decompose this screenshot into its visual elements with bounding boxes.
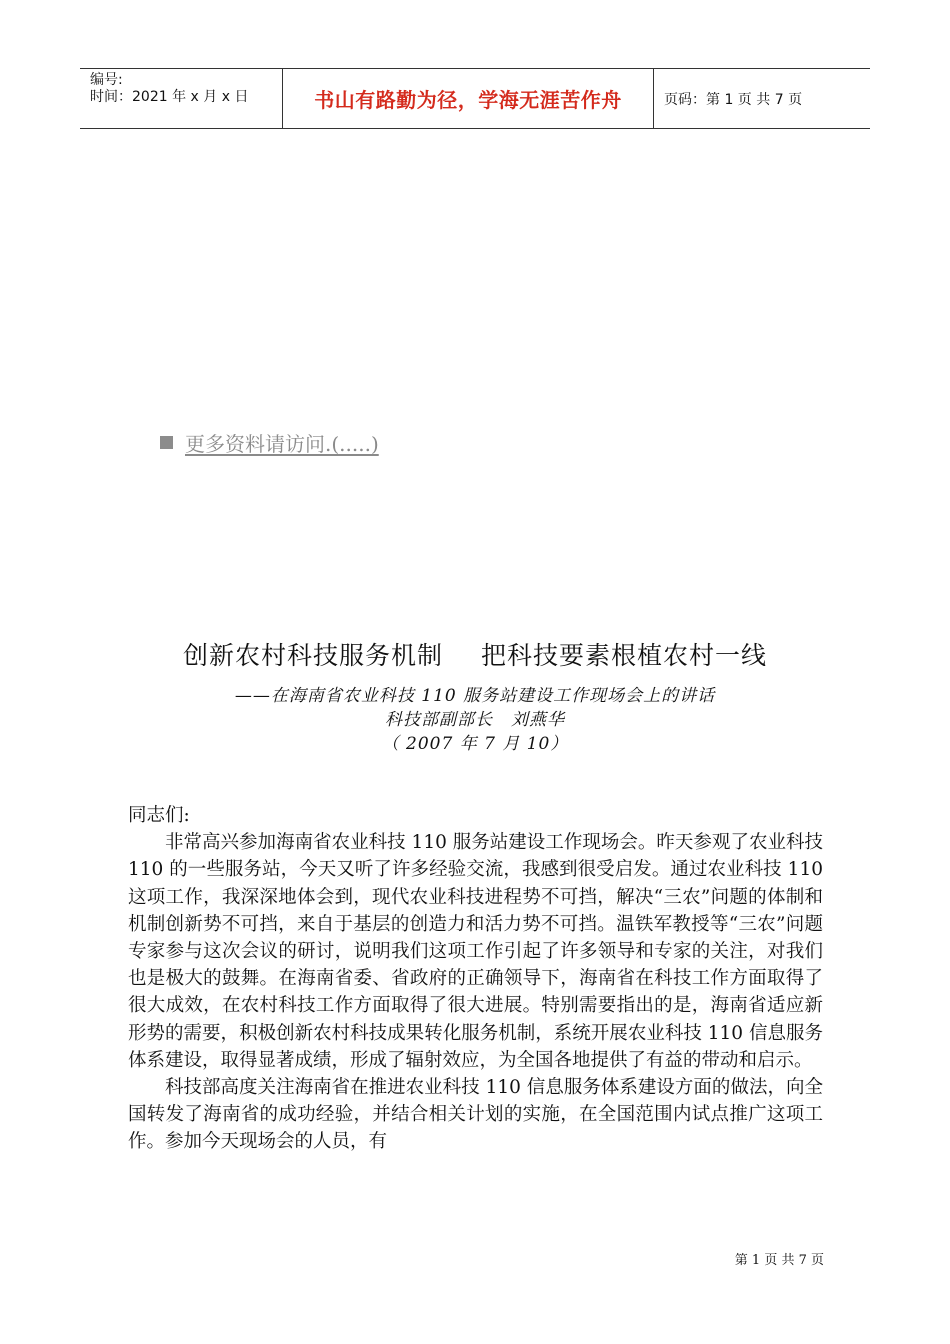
title-part-1: 创新农村科技服务机制	[182, 641, 443, 670]
more-info-link-text[interactable]: 更多资料请访问.(.....)	[185, 432, 379, 456]
more-info-link[interactable]	[160, 428, 379, 457]
speaker-line: 科技部副部长 刘燕华	[385, 710, 565, 730]
paragraph: 非常高兴参加海南省农业科技 110 服务站建设工作现场会。昨天参观了农业科技 110 的一些服务站，今天又听了许多经验交流，我感到很受启发。通过农业科技 110 这项工作，我深深地体会到，现代农业科技进程势不可挡，解决“三农”问题的体制和机制创新势不可挡，来自于基层的创造力和活力势不可挡。温铁军教授等“三农”问题专家参与这次会议的研讨，说明我们这项工作引起了许多领导和专家的关注，对我们也是极大的鼓舞。在海南省委、省政府的正确领导下，海南省在科技工作方面取得了很大成效，在农村科技工作方面取得了很大进展。特别需要指出的是，海南省适应新形势的需要，积极创新农村科技成果转化服务机制，系统开展农业科技 110 信息服务体系建设，取得显著成绩，形成了辐射效应，为全国各地提供了有益的带动和启示。	[128, 832, 823, 1071]
paragraph: 科技部高度关注海南省在推进农业科技 110 信息服务体系建设方面的做法，向全国转发了海南省的成功经验，并结合相关计划的实施，在全国范围内试点推广这项工作。参加今天现场会的人员，有	[128, 1077, 823, 1153]
page-footer: 第 1 页 共 7 页	[734, 1253, 824, 1268]
page-label: 页码：第 1 页 共 7 页	[664, 91, 803, 108]
speech-body	[128, 802, 823, 1156]
header-info	[80, 69, 282, 128]
document-title	[0, 636, 950, 672]
header-motto-cell	[282, 69, 654, 128]
number-label: 编号:	[90, 72, 123, 88]
salutation: 同志们:	[128, 805, 190, 826]
time-label: 时间：2021 年 x 月 x 日	[90, 89, 249, 105]
document-subtitle: ——在海南省农业科技 110 服务站建设工作现场会上的讲话	[234, 686, 716, 706]
header-page-cell	[654, 69, 870, 128]
header-table	[80, 68, 870, 129]
title-part-2: 把科技要素根植农村一线	[481, 641, 768, 670]
motto-text: 书山有路勤为径，学海无涯苦作舟	[314, 88, 622, 112]
bullet-square-icon	[160, 436, 173, 449]
date-line: （ 2007 年 7 月 10）	[381, 734, 569, 754]
